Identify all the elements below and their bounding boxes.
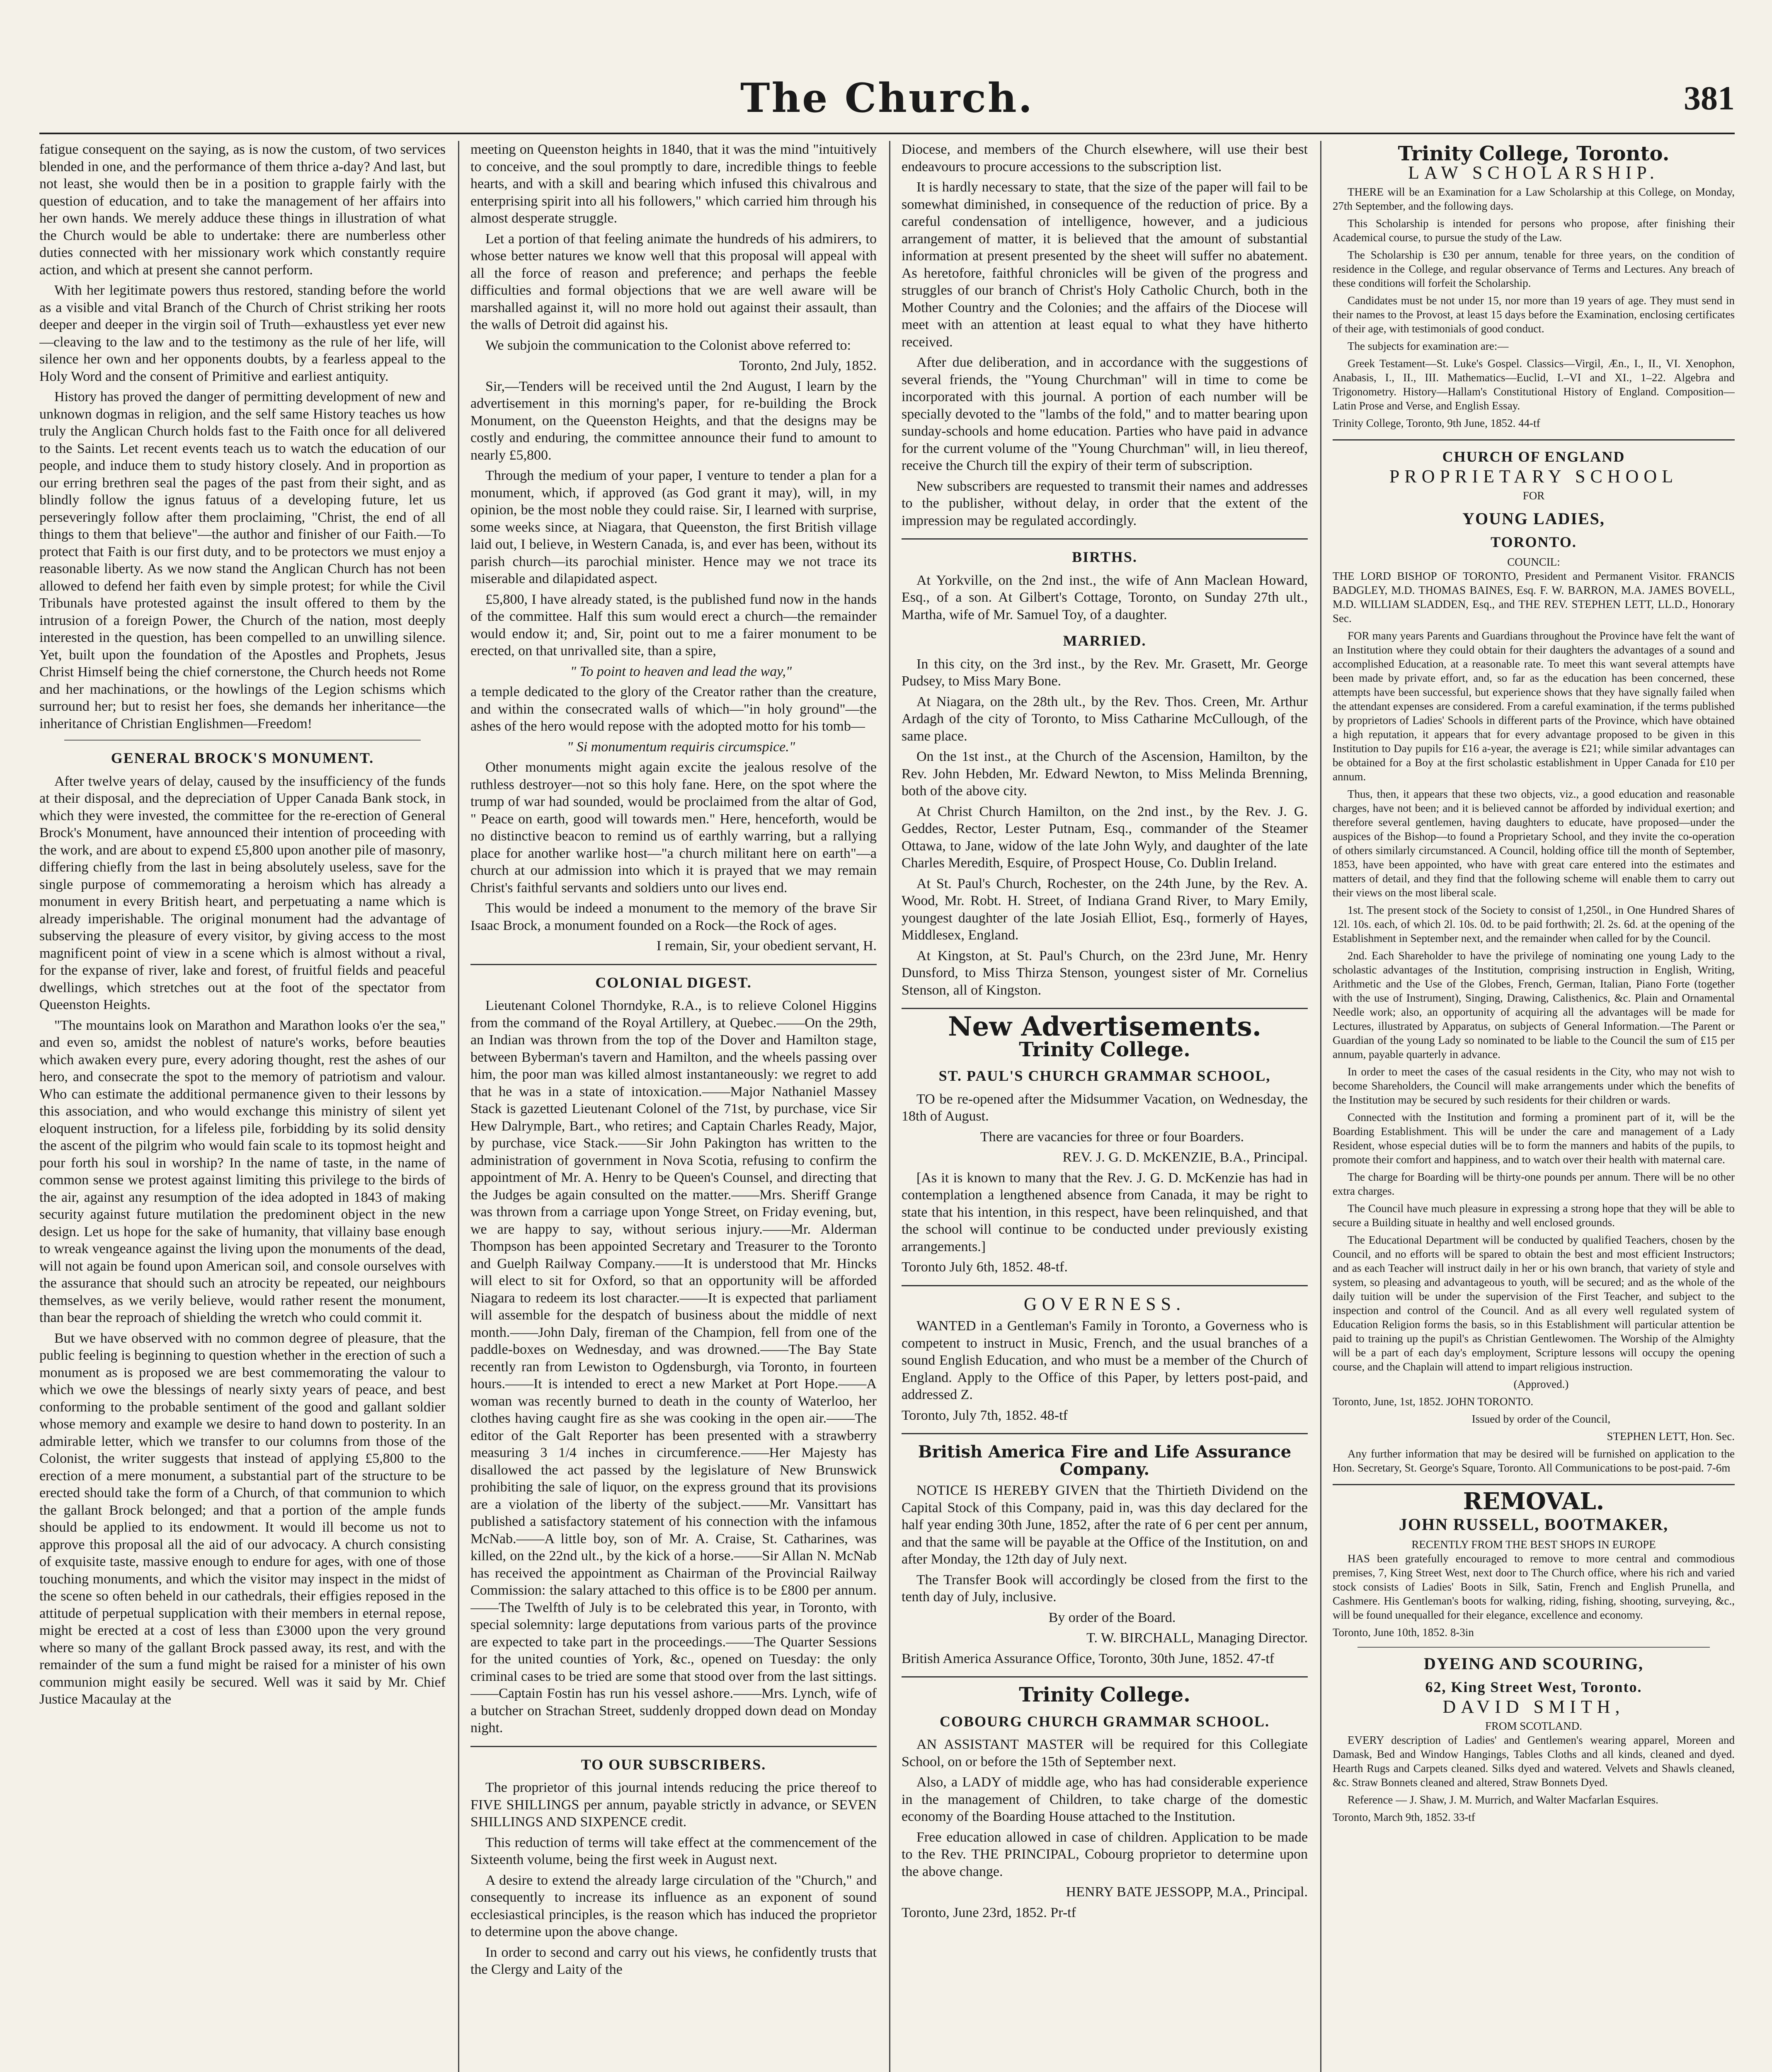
ad-paragraph: The Scholarship is £30 per annum, tenable for three years, on the condition of residence in the College, and regular observance of Terms and Lectures. Any breach of these conditions will forfeit the Scholarship. [1333, 249, 1735, 289]
divider [1333, 439, 1735, 441]
ad-paragraph: By order of the Board. [1048, 1610, 1176, 1625]
ad-signature: HENRY BATE JESSOPP, M.A., Principal. [1066, 1884, 1308, 1900]
column-rule [1320, 141, 1321, 2072]
divider [1357, 1647, 1710, 1648]
ad-heading: Trinity College. [1019, 1038, 1190, 1061]
column-rule [458, 141, 459, 2072]
ad-heading: British America Fire and Life Assurance Company. [918, 1442, 1292, 1479]
digest-paragraph: Lieutenant Colonel Thorndyke, R.A., is to relieve Colonel Higgins from the command of the Royal Artillery, at Quebec.——On the 29th, an Indian was thrown from the top of the Dover and Hamilton stage, between Byberman's tavern and Hamilton, and the wheels passing over him, the poor man was killed almost instantaneously: we regret to add that he was in a state of intoxication.——Major Nathaniel Massey Stack is gazetted Lieutenant Colonel of the 71st, by purchase, vice Sir Hew Dalrymple, Bart., who retires; and Captain Charles Ready, Major, by purchase, vice Stack.——Sir John Pakington has written to the administration of government in Nova Scotia, refusing to confirm the appointment of Mr. A. Henry to be Queen's Counsel, and directing that the Judges be again consulted on the matter.——Mrs. Sheriff Grange was thrown from a carriage upon Yonge Street, on Friday evening, but, we are happy to say, without serious injury.——Mr. Alderman Thompson has been appointed Secretary and Treasurer to the Toronto and Guelph Railway Company.——It is understood that Mr. Hincks will elect to sit for Oxford, so that an opportunity will be afforded Niagara to redeem its lost character.——It is expected that parliament will assemble for the despatch of business about the middle of next month.——John Daly, fireman of the Champion, fell from one of the paddle-boxes on Wednesday, and was drowned.——The Bay State recently ran from Lewiston to Ogdensburgh, via Toronto, in fourteen hours.——It is intended to erect a new Market at Port Hope.——A woman was recently burned to death in the county of Waterloo, her clothes having caught fire as she was cooking in the open air.——The editor of the Galt Reporter has been presented with a strawberry measuring 3 1/4 inches in circumference.——Her Majesty has disallowed the act passed by the legislature of New Brunswick prohibiting the sale of liquor, on the express ground that its provisions are a violation of the liberty of the subject.——Mr. Vansittart has published a satisfactory statement of his connection with the infamous McNab.——A little boy, son of Mr. A. Craise, St. Catharines, was killed, on the 22nd ult., by the kick of a horse.——Sir Allan N. McNab has received the appointment as Chairman of the Provincial Railway Commission: the salary attached to this office is to be £800 per annum.——The Twelfth of July is to be celebrated this year, in Toronto, with special solemnity: large deputations from various parts of the province are expected to take part in the proceedings.——The Quarter Sessions for the united counties of York, &c., opened on Tuesday: the only criminal cases to be tried are some that stood over from the last sittings.——Captain Fostin has run his vessel ashore.——Mrs. Lynch, wife of a butcher on Strachan Street, suddenly dropped down dead on Monday night. [470, 998, 877, 1736]
article-paragraph: fatigue consequent on the saying, as is now the custom, of two services blended in one, and the performance of them thrice a-day? And last, but not least, she would then be in a position to grapple fairly with the question of education, and to take the management of her affairs into her own hands. We merely adduce these things in illustration of what the Church would be able to undertake: there are numberless other duties connected with her missionary work which constantly require action, and which at present she cannot perform. [39, 142, 446, 278]
section-heading: COLONIAL DIGEST. [595, 974, 752, 991]
article-paragraph: History has proved the danger of permitting development of new and unknown dogmas in religion, and the self same History teaches us how truly the Anglican Church holds fast to the Faith once for all delivered to the Saints. Let recent events teach us to watch the education of our people, and induce them to study history closely. And in proportion as our erring brethren seal the pages of the past from their sight, and as blindly follow the ignus fatuus of a developing future, let us perseveringly follow after them proclaiming, "Christ, the end of all things to them that believe"—the author and finisher of our Faith.—To protect that Faith is our first duty, and to be protectors we must enjoy a reasonable liberty. As we now stand the Anglican Church has not been allowed to defend her faith even by simple protest; for while the Civil Tribunals have protested against the insult offered to them by the intrusion of a foreign Power, the Church of the nation, most deeply interested in the question, has been compelled to an unwilling silence. Yet, built upon the foundation of the Apostles and Prophets, Jesus Christ Himself being the chief cornerstone, the Church heeds not Rome and her machinations, or the howlings of the Legion schisms which surround her; but to resist her foes, she demands her inheritance—the inheritance of Christian Englishmen—Freedom! [39, 389, 446, 731]
ad-subheading: 62, King Street West, Toronto. [1425, 1679, 1642, 1695]
marriage-notice: In this city, on the 3rd inst., by the Rev. Mr. Grasett, Mr. George Pudsey, to Miss Mary Bone. [902, 656, 1308, 689]
council-heading: COUNCIL: [1507, 556, 1560, 568]
newspaper-page [39, 70, 1735, 2072]
ad-subheading: FROM SCOTLAND. [1485, 1720, 1583, 1732]
article-paragraph: The proprietor of this journal intends reducing the price thereof to FIVE SHILLINGS per annum, payable strictly in advance, or SEVEN SHILLINGS AND SIXPENCE credit. [470, 1780, 877, 1830]
marriage-notice: At Niagara, on the 28th ult., by the Rev. Thos. Creen, Mr. Arthur Ardagh of the city of Toronto, to Miss Catharine McCullough, of the same place. [902, 694, 1308, 744]
ad-date: Toronto, June 23rd, 1852. Pr-tf [902, 1905, 1076, 1920]
article-paragraph: This reduction of terms will take effect at the commencement of the Sixteenth volume, being the first week in August next. [470, 1835, 877, 1867]
article-paragraph: meeting on Queenston heights in 1840, that it was the mind "intuitively to conceive, and the soul promptly to dare, incredible things to feeble hearts, and with a skill and bearing which infused this chivalrous and enterprising spirit into all his followers," which carried him through his almost desperate struggle. [470, 142, 877, 226]
ad-paragraph: Greek Testament—St. Luke's Gospel. Classics—Virgil, Æn., I., II., VI. Xenophon, Anabasis, I., II., III. Mathematics—Euclid, I.–VI and XI., 1–22. Algebra and Trigonometry. History—Hallam's Constitutional History of England. Composition—Latin Prose and Verse, and English Essay. [1333, 357, 1735, 412]
ad-subheading: FOR [1522, 489, 1545, 502]
letter-dateline: Toronto, 2nd July, 1852. [739, 358, 877, 373]
ad-paragraph: Reference — J. Shaw, J. M. Murrich, and Walter Macfarlan Esquires. [1348, 1794, 1658, 1806]
ad-paragraph: [As it is known to many that the Rev. J. G. D. McKenzie has had in contemplation a lengthened absence from Canada, it may be right to state that his intention, in this respect, have been relinquished, and that the school will continue to be conducted under previously existing arrangements.] [902, 1170, 1308, 1254]
divider [1333, 1484, 1735, 1485]
quotation: " To point to heaven and lead the way," [570, 663, 792, 679]
letter-paragraph: a temple dedicated to the glory of the Creator rather than the creature, and within the consecrated walls of which—"in holy ground"—the ashes of the hero would repose with the adopted motto for his tomb— [470, 684, 877, 734]
removal-heading: REMOVAL. [1463, 1488, 1605, 1515]
page-number: 381 [1684, 79, 1735, 117]
divider [902, 1676, 1308, 1677]
column-4 [1333, 141, 1735, 2072]
ad-paragraph: HAS been gratefully encouraged to remove to more central and commodious premises, 7, King Street West, next door to The Church office, where his rich and varied stock consists of Ladies' Boots in Silk, Satin, French and English Prunella, and Cashmere. His Gentleman's boots for walking, riding, fishing, shooting, surveying, &c., will be found unequalled for their elegance, excellence and economy. [1333, 1552, 1735, 1621]
ad-date: Toronto, June 10th, 1852. 8-3in [1333, 1626, 1474, 1639]
ad-heading: TORONTO. [1491, 534, 1577, 550]
divider [64, 740, 421, 741]
masthead-rule [39, 133, 1735, 134]
article-paragraph: But we have observed with no common degree of pleasure, that the public feeling is beginning to question whether in the erection of such a monument as is proposed we are best commemorating the valour to which we owe the blessings of nearly sixty years of peace, and best conforming to the probable sentiment of the good and gallant soldier whose memory and example we desire to hand down to posterity. In an admirable letter, which we transfer to our columns from those of the Colonist, the writer suggests that instead of applying £5,800 to the erection of a mere monument, a substantial part of the structure to be erected should take the form of a Church, of that communion to which the gallant Brock belonged; and that a portion of the ample funds should be applied to its endowment. It would ill become us not to approve this proposal all the aid of our advocacy. A church consisting of exquisite taste, massive enough to endure for ages, with one of those touching monuments, and which the visitor may inspect in the midst of the scene so often beheld in our cathedrals, their effigies reposed in the attitude of perpetual supplication with their members in eternal repose, might be erected at a cost of less than £3000 upon the very ground where so many of the gallant Brock passed away, its rest, and with the remainder of the sum a fund might be raised for a minister of his own communion might easily be secured. Well was it said by Mr. Chief Justice Macaulay at the [39, 1330, 446, 1707]
ad-note: Issued by order of the Council, [1471, 1413, 1611, 1425]
ad-paragraph: There are vacancies for three or four Boarders. [980, 1129, 1244, 1145]
masthead [39, 70, 1735, 128]
ad-paragraph: Free education allowed in case of children. Application to be made to the Rev. THE PRINCIPAL, Cobourg proprietor to determine upon the above change. [902, 1829, 1308, 1879]
ad-paragraph: Candidates must be not under 15, nor more than 19 years of age. They must send in their names to the Provost, at least 15 days before the Examination, enclosing certificates of their age, with testimonials of good conduct. [1333, 294, 1735, 335]
ad-heading: DAVID SMITH, [1442, 1697, 1625, 1717]
article-paragraph: Diocese, and members of the Church elsewhere, will use their best endeavours to procure accessions to the subscription list. [902, 142, 1308, 174]
ad-date: Toronto, July 7th, 1852. 48-tf [902, 1407, 1068, 1423]
ad-paragraph: The Council have much pleasure in expressing a strong hope that they will be able to secure a Building situate in healthy and well enclosed grounds. [1333, 1202, 1735, 1229]
letter-paragraph: Through the medium of your paper, I venture to tender a plan for a monument, which, if approved (as God grant it may), will, in my opinion, be the most noble they could raise. Sir, I learned with surprise, some weeks since, at Niagara, that Queenston, the first British village laid out, I believe, in Western Canada, is, and ever has been, without its parish church—its parochial minister. Hence may we not trace its miserable and dilapidated aspect. [470, 468, 877, 586]
ad-heading: GOVERNESS. [1023, 1293, 1186, 1314]
article-paragraph: A desire to extend the already large circulation of the "Church," and consequently to increase its influence as an exponent of sound ecclesiastical principles, is the reason which has induced the proprietor to determine upon the above change. [470, 1872, 877, 1939]
ad-signature: STEPHEN LETT, Hon. Sec. [1607, 1430, 1735, 1443]
married-heading: MARRIED. [1063, 632, 1147, 649]
article-paragraph: After twelve years of delay, caused by the insufficiency of the funds at their disposal, and the depreciation of Upper Canada Bank stock, in which they were invested, the committee for the re-erection of General Brock's Monument, have announced their intention of proceeding with the work, and are about to expend £5,800 upon another pile of masonry, differing chiefly from the last in being absolutely useless, save for the single purpose of commemorating a heroism which has already a monument in every British heart, and perpetuating a name which is already imperishable. The original monument had the advantage of subserving the pleasure of every visitor, by giving access to the most magnificent point of view in a scene which is almost without a rival, for the expanse of river, lake and forest, of fruitful fields and peaceful dwellings, which stretches out at the foot of the spectator from Queenston Heights. [39, 773, 446, 1012]
ad-paragraph: AN ASSISTANT MASTER will be required for this Collegiate School, on or before the 15th of September next. [902, 1737, 1308, 1769]
column-1 [39, 141, 446, 2072]
column-2 [470, 141, 877, 2072]
article-paragraph: After due deliberation, and in accordance with the suggestions of several friends, the "Young Churchman" will in time to come be incorporated with this journal. A portion of each number will be specially devoted to the "lambs of the fold," and to matter bearing upon sunday-schools and home education. Parties who have paid in advance for the current volume of the "Young Churchman" will, in lieu thereof, receive the Church till the expiry of their term of subscription. [902, 355, 1308, 473]
ad-heading: DYEING AND SCOURING, [1423, 1654, 1644, 1673]
ad-heading: PROPRIETARY SCHOOL [1389, 466, 1678, 487]
ad-paragraph: Connected with the Institution and forming a prominent part of it, will be the Boarding Establishment. This will be under the care and management of a Lady Resident, whose especial duties will be to form the manners and habits of the pupils, to promote their comfort and happiness, and to watch over their health with maternal care. [1333, 1111, 1735, 1166]
ad-date: Toronto, June, 1st, 1852. JOHN TORONTO. [1333, 1395, 1534, 1408]
marriage-notice: On the 1st inst., at the Church of the Ascension, Hamilton, by the Rev. John Hebden, Mr. Edward Newton, to Miss Melinda Brenning, both of the above city. [902, 749, 1308, 799]
article-paragraph: It is hardly necessary to state, that the size of the paper will fail to be somewhat diminished, in consequence of the reduction of price. By a careful condensation of intelligence, however, and a judicious arrangement of matter, it is believed that the amount of substantial information at present presented by the sheet will suffer no abatement. As heretofore, faithful chronicles will be given of the progress and struggles of our branch of Christ's Holy Catholic Church, both in the Mother Country and the Colonies; and the affairs of the Diocese will meet with an attention at least equal to what they have hitherto received. [902, 179, 1308, 350]
ad-paragraph: EVERY description of Ladies' and Gentlemen's wearing apparel, Moreen and Damask, Bed and Window Hangings, Tables Cloths and all kinds, cleaned and dyed. Hearth Rugs and Carpets cleaned. Silks dyed and watered. Velvets and Shawls cleaned, &c. Straw Bonnets cleaned and altered, Straw Bonnets Dyed. [1333, 1734, 1735, 1789]
new-advertisements-heading: New Advertisements. [948, 1011, 1262, 1042]
letter-paragraph: This would be indeed a monument to the memory of the brave Sir Isaac Brock, a monument founded on a Rock—the Rock of ages. [470, 900, 877, 933]
ad-date: Toronto, March 9th, 1852. 33-tf [1333, 1811, 1475, 1823]
divider [470, 1746, 877, 1747]
ad-subheading: ST. PAUL'S CHURCH GRAMMAR SCHOOL, [938, 1067, 1271, 1084]
ad-paragraph: The Transfer Book will accordingly be closed from the first to the tenth day of July, inclusive. [902, 1572, 1308, 1605]
ad-paragraph: WANTED in a Gentleman's Family in Toronto, a Governess who is competent to instruct in Music, French, and the usual branches of a sound English Education, and who must be a member of the Church of England. Apply to the Office of this Paper, by letters post-paid, and addressed Z. [902, 1318, 1308, 1402]
column-3 [902, 141, 1308, 2072]
article-paragraph: In order to second and carry out his views, he confidently trusts that the Clergy and Laity of the [470, 1944, 877, 1977]
marriage-notice: At St. Paul's Church, Rochester, on the 24th June, by the Rev. A. Wood, Mr. Robt. H. Street, of Indiana Grand River, to Mary Emily, youngest daughter of the late Josiah Elliot, Esq., formerly of Hayes, Middlesex, England. [902, 876, 1308, 943]
ad-paragraph: In order to meet the cases of the casual residents in the City, who may not wish to become Shareholders, the Council will make arrangements under which the benefits of the Institution may be secured by such residents for their children or wards. [1333, 1065, 1735, 1106]
column-rule [889, 141, 890, 2072]
ad-paragraph: NOTICE IS HEREBY GIVEN that the Thirtieth Dividend on the Capital Stock of this Company, paid in, was this day declared for the half year ending 30th June, 1852, after the rate of 6 per cent per annum, and that the same will be payable at the Office of the Institution, on and after Monday, the 12th day of July next. [902, 1483, 1308, 1567]
ad-signature: REV. J. G. D. McKENZIE, B.A., Principal. [1062, 1150, 1308, 1165]
ad-heading: YOUNG LADIES, [1462, 509, 1605, 528]
ad-subheading: RECENTLY FROM THE BEST SHOPS IN EUROPE [1411, 1538, 1656, 1551]
article-paragraph: New subscribers are requested to transmit their names and addresses to the publisher, without delay, in order that the extent of the impression may be regulated accordingly. [902, 478, 1308, 528]
article-paragraph: With her legitimate powers thus restored, standing before the world as a visible and vital Branch of the Church of Christ striking her roots deeper and deeper in the virgin soil of Truth—exhaustless yet ever new—cleaving to the law and to the testimony as the rule of her life, will silence her own and her opponents doubts, by a fearless appeal to the Holy Word and the consent of Primitive and earliest antiquity. [39, 283, 446, 384]
divider [902, 1285, 1308, 1286]
divider [902, 538, 1308, 540]
section-heading: TO OUR SUBSCRIBERS. [581, 1756, 766, 1773]
quotation: " Si monumentum requiris circumspice." [567, 739, 795, 755]
article-paragraph: "The mountains look on Marathon and Marathon looks o'er the sea," and even so, amidst the noblest of nature's works, before beauties which awaken every pure, every adoring thought, rest the ashes of our hero, and consecrate the spot to the memory of patriotism and valour. Who can estimate the additional permanence given to their lessons by this association, and who would exchange this ministry of silent yet eloquent instruction, for a lifeless pile, forbidding by its solid density the ascent of the pilgrim who would fain scale to its topmost height and pour forth his soul in worship? In the name of taste, in the name of common sense we protest against limiting this privilege to the birds of the air, against any resumption of the idea adopted in 1843 of making security against future mutilation the predominent object in the new design. Let us hope for the sake of humanity, that villainy base enough to wreak vengeance against the living upon the monuments of the dead, will not again be found upon American soil, and console ourselves with the assurance that should such an atrocity be repeated, our neighbours themselves, as we verily believe, would rather resent the monument, than bear the reproach of shielding the wretch who could commit it. [39, 1017, 446, 1325]
ad-paragraph: FOR many years Parents and Guardians throughout the Province have felt the want of an Institution where they could obtain for their daughters the advantages of a sound and accomplished Education, at a reasonable rate. To meet this want several attempts have been made by private effort, and, so far as the education has been concerned, these attempts have been successful, but experience shows that they have signally failed when the attendant expenses are considered. From a careful examination, if the terms published by proprietors of Ladies' Schools in different parts of the Province, which have obtained a high reputation, it appears that for every advantage proposed to be given in this Institution to Day pupils for £16 a-year, the average is £21; while similar advantages can be obtained for a Boy at the first scholastic establishment in Upper Canada for £10 per annum. [1333, 629, 1735, 783]
ad-paragraph: Thus, then, it appears that these two objects, viz., a good education and reasonable charges, have not been; and it is believed cannot be afforded by individual exertion; and therefore several gentlemen, having daughters to educate, have proposed—under the auspices of the Bishop—to found a Proprietary School, and they invite the co-operation of others similarly circumstanced. A Council, holding office till the month of September, 1853, have been appointed, who have with great care entered into the estimates and matters of detail, and they find that the following scheme will enable them to carry out their views on the most liberal scale. [1333, 788, 1735, 899]
letter-signoff: I remain, Sir, your obedient servant, H. [656, 938, 877, 954]
ad-date: British America Assurance Office, Toronto, 30th June, 1852. 47-tf [902, 1651, 1275, 1666]
ad-paragraph: This Scholarship is intended for persons who propose, after finishing their Academical course, to pursue the study of the Law. [1333, 217, 1735, 244]
letter-paragraph: Sir,—Tenders will be received until the 2nd August, I learn by the advertisement in this morning's paper, for re-building the Brock Monument, on the Queenston Heights, and that the designs may be costly and enduring, the committee announce their fund to amount to nearly £5,800. [470, 378, 877, 463]
divider [470, 964, 877, 965]
ad-paragraph: The Educational Department will be conducted by qualified Teachers, chosen by the Council, and no efforts will be spared to obtain the best and most efficient Instructors; and as each Teacher will instruct daily in her or his own branch, that variety of style and system, so pleasing and advantageous to youth, will be secured; and as the whole of the daily tuition will be under the supervision of the First Teacher, and subject to the inspection and control of the Council. And as all every well regulated system of Education Religion forms the basis, so in this Establishment will particular attention be paid to training up the pupil's as Christian Gentlewomen. The Worship of the Almighty will be a part of each day's employment, Scripture lessons will occupy the opening course, and the Chaplain will attend to impart religious instruction. [1333, 1234, 1735, 1373]
letter-paragraph: Other monuments might again excite the jealous resolve of the ruthless destroyer—not so this holy fane. Here, on the spot where the trump of war had sounded, would be proclaimed from the altar of God, " Peace on earth, good will towards men." Here, henceforth, would be no distinctive beacon to remind us of earthly warring, but a rallying place for another warlike host—"a church militant here on earth"—a church at our admission into which it is prayed that we may remain Christ's faithful servants and soldiers unto our lives end. [470, 760, 877, 896]
section-heading: GENERAL BROCK'S MONUMENT. [111, 750, 374, 766]
ad-paragraph: The subjects for examination are:— [1348, 340, 1509, 352]
divider [902, 1433, 1308, 1434]
ad-paragraph: 1st. The present stock of the Society to consist of 1,250l., in One Hundred Shares of 12l. 10s. each, of which 2l. 10s. 0d. to be paid forthwith; 2l. 2s. 6d. at the opening of the Establishment in September next, and the remainder when called for by the Council. [1333, 904, 1735, 944]
ad-heading: JOHN RUSSELL, BOOTMAKER, [1399, 1515, 1669, 1534]
marriage-notice: At Christ Church Hamilton, on the 2nd inst., by the Rev. J. G. Geddes, Rector, Lester Putnam, Esq., commander of the Steamer Ottawa, to Jane, widow of the late John Wyly, and daughter of the late Charles Meredith, Esquire, of Prospect House, Co. Dublin Ireland. [902, 804, 1308, 871]
ad-paragraph: TO be re-opened after the Midsummer Vacation, on Wednesday, the 18th of August. [902, 1091, 1308, 1124]
births-heading: BIRTHS. [1072, 549, 1137, 565]
ad-paragraph: THERE will be an Examination for a Law Scholarship at this College, on Monday, 27th September, and the following days. [1333, 186, 1735, 212]
ad-signature: T. W. BIRCHALL, Managing Director. [1086, 1630, 1308, 1646]
divider [902, 1008, 1308, 1009]
ad-date: Toronto July 6th, 1852. 48-tf. [902, 1259, 1068, 1275]
ad-subheading: LAW SCHOLARSHIP. [1408, 162, 1659, 183]
ad-paragraph: Also, a LADY of middle age, who has had considerable experience in the management of Children, to take charge of the domestic economy of the Boarding House attached to the Institution. [902, 1774, 1308, 1824]
council-list: THE LORD BISHOP OF TORONTO, President and Permanent Visitor. FRANCIS BADGLEY, M.D. THOMAS BAINES, Esq. F. W. BARRON, M.A. JAMES BOVELL, M.D. WILLIAM SLADDEN, Esq., and THE REV. STEPHEN LETT, LL.D., Honorary Sec. [1333, 570, 1735, 625]
birth-notice: At Yorkville, on the 2nd inst., the wife of Ann Maclean Howard, Esq., of a son. At Gilbert's Cottage, Toronto, on Sunday 27th ult., Martha, wife of Mr. Samuel Toy, of a daughter. [902, 572, 1308, 622]
article-paragraph: We subjoin the communication to the Colonist above referred to: [485, 337, 851, 353]
ad-date: Trinity College, Toronto, 9th June, 1852. 44-tf [1333, 417, 1540, 429]
ad-paragraph: The charge for Boarding will be thirty-one pounds per annum. There will be no other extra charges. [1333, 1171, 1735, 1197]
ad-paragraph: 2nd. Each Shareholder to have the privilege of nominating one young Lady to the scholastic advantages of the Institution, comprising instruction in English, Writing, Arithmetic and the Use of the Globes, French, German, Italian, Piano Forte (together with the use of Instrument), Singing, Drawing, Calisthenics, &c. Plain and Ornamental Needle work; also, an opportunity of acquiring all the advantages will be made for Lectures, illustrated by Apparatus, on subjects of General Information.—The Parent or Guardian of the young Lady so nominated to be liable to the Council the sum of £15 per annum, payable quarterly in advance. [1333, 949, 1735, 1060]
newspaper-title: The Church. [740, 75, 1034, 121]
ad-heading: Trinity College, Toronto. [1398, 142, 1670, 165]
letter-paragraph: £5,800, I have already stated, is the published fund now in the hands of the committee. Half this sum would erect a church—the remainder would endow it; and, Sir, point out to me a fairer monument to be erected, on that unrivalled site, than a spire, [470, 591, 877, 658]
article-paragraph: Let a portion of that feeling animate the hundreds of his admirers, to whose better natures we know well that this proposal will appeal with all the force of reason and preference; and perhaps the feeble difficulties and formal objections that we are well aware will be marshalled against it, will no more hold out against their assault, than the walls of Detroit did against his. [470, 231, 877, 332]
ad-subheading: COBOURG CHURCH GRAMMAR SCHOOL. [940, 1713, 1270, 1730]
marriage-notice: At Kingston, at St. Paul's Church, on the 23rd June, Mr. Henry Dunsford, to Miss Thirza Stenson, youngest sister of Mr. Cornelius Stenson, all of Kingston. [902, 948, 1308, 998]
ad-heading: CHURCH OF ENGLAND [1442, 448, 1625, 465]
ad-heading: Trinity College. [1019, 1683, 1190, 1706]
approved-note: (Approved.) [1513, 1378, 1569, 1390]
ad-paragraph: Any further information that may be desired will be furnished on application to the Hon. Secretary, St. George's Square, Toronto. All Communications to be post-paid. 7-6m [1333, 1447, 1735, 1474]
